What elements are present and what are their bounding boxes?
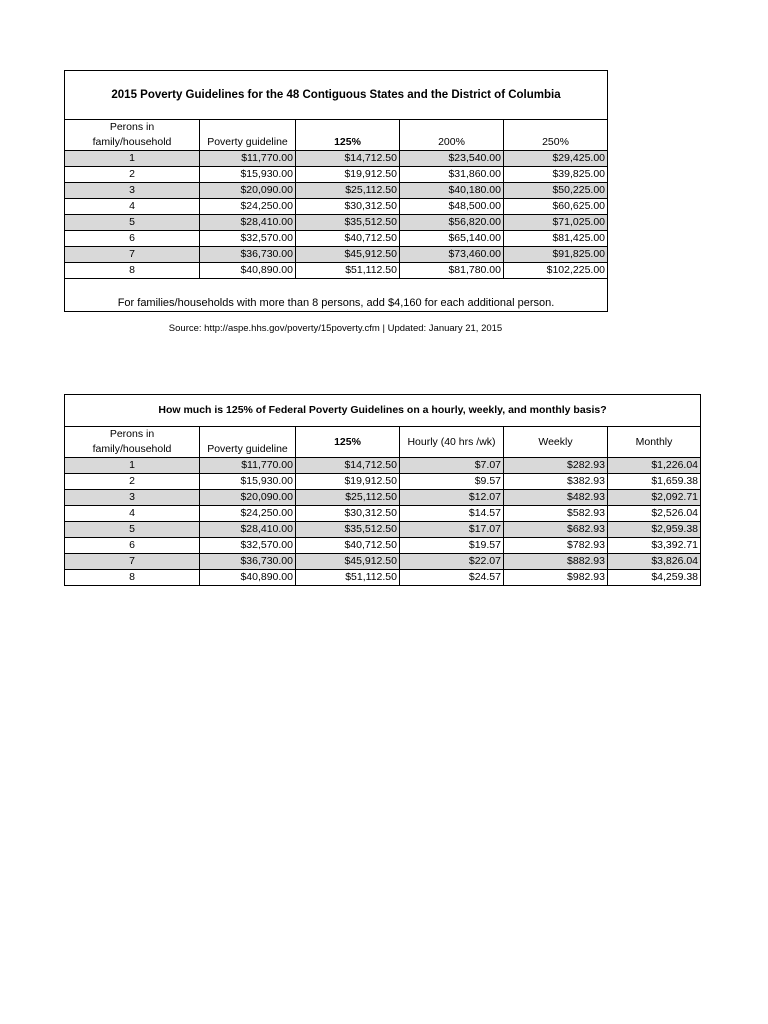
table1-note: For families/households with more than 8 persons, add $4,160 for each additional person. <box>65 279 608 312</box>
value-cell: $3,392.71 <box>608 538 701 554</box>
table1-header-250: 250% <box>504 135 608 151</box>
value-cell: $19,912.50 <box>296 167 400 183</box>
value-cell: $2,092.71 <box>608 490 701 506</box>
table1-header-persons-line1: Perons in <box>65 120 200 136</box>
value-cell: $31,860.00 <box>400 167 504 183</box>
value-cell: $23,540.00 <box>400 151 504 167</box>
value-cell: $91,825.00 <box>504 247 608 263</box>
value-cell: $24,250.00 <box>200 199 296 215</box>
table-row <box>65 231 608 247</box>
value-cell: $39,825.00 <box>504 167 608 183</box>
table-row <box>65 199 608 215</box>
value-cell: $28,410.00 <box>200 215 296 231</box>
value-cell: $14,712.50 <box>296 151 400 167</box>
value-cell: $35,512.50 <box>296 522 400 538</box>
value-cell: $3,826.04 <box>608 554 701 570</box>
value-cell: $35,512.50 <box>296 215 400 231</box>
value-cell: $45,912.50 <box>296 554 400 570</box>
value-cell: $45,912.50 <box>296 247 400 263</box>
table-row <box>65 167 608 183</box>
table-row <box>65 570 701 586</box>
table-row <box>65 506 701 522</box>
value-cell: $71,025.00 <box>504 215 608 231</box>
value-cell: $60,625.00 <box>504 199 608 215</box>
value-cell: $19,912.50 <box>296 474 400 490</box>
value-cell: $1,659.38 <box>608 474 701 490</box>
value-cell: $40,890.00 <box>200 570 296 586</box>
table2-header-hourly: Hourly (40 hrs /wk) <box>400 427 504 458</box>
persons-cell: 7 <box>65 554 200 570</box>
value-cell: $25,112.50 <box>296 183 400 199</box>
table2-header-persons-line2: family/household <box>65 442 200 458</box>
value-cell: $30,312.50 <box>296 506 400 522</box>
persons-cell: 7 <box>65 247 200 263</box>
value-cell: $29,425.00 <box>504 151 608 167</box>
persons-cell: 2 <box>65 474 200 490</box>
hourly-weekly-monthly-table <box>64 394 701 586</box>
value-cell: $14.57 <box>400 506 504 522</box>
value-cell: $15,930.00 <box>200 474 296 490</box>
value-cell: $36,730.00 <box>200 247 296 263</box>
table1-title: 2015 Poverty Guidelines for the 48 Contiguous States and the District of Columbia <box>65 71 608 120</box>
table2-header-125: 125% <box>296 427 400 458</box>
value-cell: $4,259.38 <box>608 570 701 586</box>
table-row <box>65 490 701 506</box>
value-cell: $782.93 <box>504 538 608 554</box>
value-cell: $12.07 <box>400 490 504 506</box>
value-cell: $17.07 <box>400 522 504 538</box>
value-cell: $19.57 <box>400 538 504 554</box>
value-cell: $51,112.50 <box>296 570 400 586</box>
value-cell: $11,770.00 <box>200 151 296 167</box>
value-cell: $24,250.00 <box>200 506 296 522</box>
table-row <box>65 263 608 279</box>
value-cell: $382.93 <box>504 474 608 490</box>
value-cell: $30,312.50 <box>296 199 400 215</box>
value-cell: $1,226.04 <box>608 458 701 474</box>
value-cell: $102,225.00 <box>504 263 608 279</box>
table-row <box>65 215 608 231</box>
persons-cell: 8 <box>65 570 200 586</box>
source-line: Source: http://aspe.hhs.gov/poverty/15poverty.cfm | Updated: January 21, 2015 <box>168 323 503 334</box>
value-cell: $48,500.00 <box>400 199 504 215</box>
value-cell: $36,730.00 <box>200 554 296 570</box>
value-cell: $24.57 <box>400 570 504 586</box>
table2-header-poverty: Poverty guideline <box>200 442 296 458</box>
table-row <box>65 554 701 570</box>
table2-header-persons-line1: Perons in <box>65 427 200 443</box>
value-cell: $582.93 <box>504 506 608 522</box>
persons-cell: 4 <box>65 506 200 522</box>
persons-cell: 4 <box>65 199 200 215</box>
table-row <box>65 183 608 199</box>
value-cell: $14,712.50 <box>296 458 400 474</box>
value-cell: $482.93 <box>504 490 608 506</box>
value-cell: $50,225.00 <box>504 183 608 199</box>
persons-cell: 6 <box>65 231 200 247</box>
value-cell: $81,425.00 <box>504 231 608 247</box>
table-row <box>65 474 701 490</box>
table1-header-poverty: Poverty guideline <box>200 135 296 151</box>
value-cell: $56,820.00 <box>400 215 504 231</box>
value-cell: $22.07 <box>400 554 504 570</box>
value-cell: $28,410.00 <box>200 522 296 538</box>
table2-header-weekly: Weekly <box>504 427 608 458</box>
value-cell: $51,112.50 <box>296 263 400 279</box>
persons-cell: 3 <box>65 490 200 506</box>
table1-header-125: 125% <box>296 135 400 151</box>
table1-header-persons-line2: family/household <box>65 135 200 151</box>
table-row <box>65 458 701 474</box>
persons-cell: 6 <box>65 538 200 554</box>
value-cell: $682.93 <box>504 522 608 538</box>
table2-header-monthly: Monthly <box>608 427 701 458</box>
persons-cell: 1 <box>65 458 200 474</box>
value-cell: $25,112.50 <box>296 490 400 506</box>
persons-cell: 3 <box>65 183 200 199</box>
persons-cell: 2 <box>65 167 200 183</box>
persons-cell: 8 <box>65 263 200 279</box>
value-cell: $40,890.00 <box>200 263 296 279</box>
value-cell: $20,090.00 <box>200 183 296 199</box>
table-row <box>65 522 701 538</box>
value-cell: $982.93 <box>504 570 608 586</box>
table1-header-200: 200% <box>400 135 504 151</box>
value-cell: $282.93 <box>504 458 608 474</box>
value-cell: $73,460.00 <box>400 247 504 263</box>
persons-cell: 5 <box>65 215 200 231</box>
poverty-guidelines-table <box>64 70 608 312</box>
value-cell: $20,090.00 <box>200 490 296 506</box>
value-cell: $2,959.38 <box>608 522 701 538</box>
value-cell: $32,570.00 <box>200 231 296 247</box>
value-cell: $882.93 <box>504 554 608 570</box>
table-row <box>65 151 608 167</box>
value-cell: $11,770.00 <box>200 458 296 474</box>
value-cell: $7.07 <box>400 458 504 474</box>
table2-title: How much is 125% of Federal Poverty Guidelines on a hourly, weekly, and monthly basis? <box>65 395 701 427</box>
persons-cell: 1 <box>65 151 200 167</box>
value-cell: $65,140.00 <box>400 231 504 247</box>
value-cell: $40,712.50 <box>296 231 400 247</box>
table-row <box>65 247 608 263</box>
value-cell: $15,930.00 <box>200 167 296 183</box>
value-cell: $81,780.00 <box>400 263 504 279</box>
value-cell: $2,526.04 <box>608 506 701 522</box>
value-cell: $32,570.00 <box>200 538 296 554</box>
table-row <box>65 538 701 554</box>
value-cell: $9.57 <box>400 474 504 490</box>
persons-cell: 5 <box>65 522 200 538</box>
value-cell: $40,712.50 <box>296 538 400 554</box>
value-cell: $40,180.00 <box>400 183 504 199</box>
